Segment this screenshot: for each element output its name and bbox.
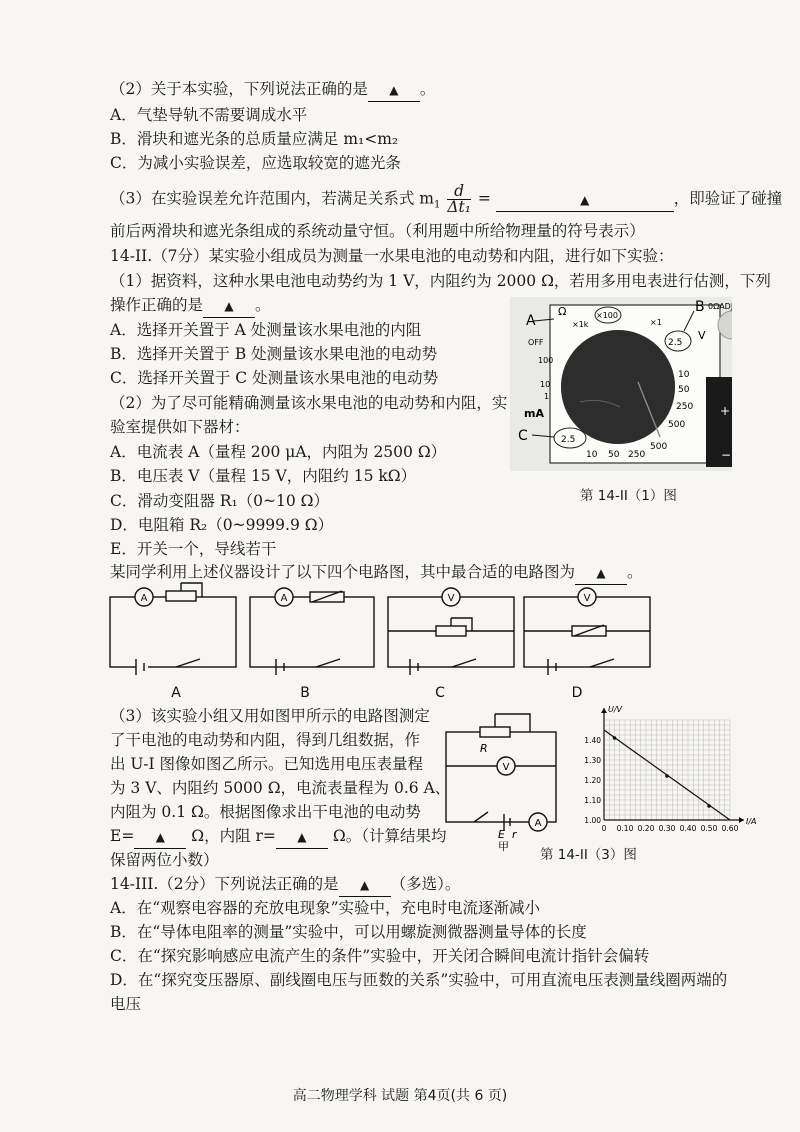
equipment-a: A．电流表 A（量程 200 μA，内阻为 2500 Ω） xyxy=(110,443,447,461)
circuit-label-b: B xyxy=(300,685,310,701)
svg-text:2.5: 2.5 xyxy=(561,435,576,445)
q14-3-option-d-cont: 电压 xyxy=(110,995,142,1013)
circuit-jia xyxy=(440,708,560,853)
q14-3-option-c: C．在“探究影响感应电流产生的条件”实验中，开关闭合瞬间电流计指针会偏转 xyxy=(110,947,650,965)
y-axis-arrow xyxy=(601,708,607,713)
x-tick-label: 0.50 xyxy=(700,824,718,833)
x-tick-label: 0.10 xyxy=(616,824,634,833)
svg-text:×1k: ×1k xyxy=(572,320,589,329)
svg-text:R: R xyxy=(480,742,488,755)
q13-p2-stem: （2）关于本实验，下列说法正确的是 ▲ 。 xyxy=(110,78,435,102)
q14-2-p3-line5: 内阻为 0.1 Ω。根据图像求出干电池的电动势 xyxy=(110,803,421,821)
svg-text:V: V xyxy=(698,329,706,342)
circuit-label-c: C xyxy=(435,685,445,701)
x-tick-label: 0.40 xyxy=(679,824,697,833)
ui-graph xyxy=(568,702,758,838)
svg-text:10: 10 xyxy=(678,370,690,380)
q14-3-option-d: D．在“探究变压器原、副线圈电压与匝数的关系”实验中，可用直流电压表测量线圈两端的 xyxy=(110,971,728,989)
svg-text:500: 500 xyxy=(650,442,668,452)
answer-blank[interactable]: ▲ xyxy=(496,188,674,212)
meter-label-a: A xyxy=(526,313,536,329)
svg-text:50: 50 xyxy=(678,385,690,395)
q14-2-p1-option-c: C．选择开关置于 C 处测量该水果电池的电动势 xyxy=(110,369,439,387)
meter-label-c: C xyxy=(518,428,528,444)
y-tick-label: 1.00 xyxy=(584,816,601,825)
y-tick-label: 1.30 xyxy=(584,756,601,765)
x-axis-arrow xyxy=(739,817,744,823)
q14-2-p3-line1: （3）该实验小组又用如图甲所示的电路图测定 xyxy=(110,707,430,725)
svg-text:250: 250 xyxy=(628,450,646,460)
meter-label-b: B xyxy=(695,299,705,315)
equipment-b: B．电压表 V（量程 15 V，内阻约 15 kΩ） xyxy=(110,467,417,485)
svg-text:50: 50 xyxy=(608,450,620,460)
q13-p3-stem: （3）在实验误差允许范围内，若满足关系式 $m_1$ $\frac{d}{\text{Δt₁}}$ = ▲ ，即验证了碰撞 xyxy=(110,182,783,216)
svg-text:1: 1 xyxy=(544,392,550,401)
multimeter-photo xyxy=(510,297,732,471)
circuit-label-a: A xyxy=(171,685,181,701)
svg-text:A: A xyxy=(280,593,288,604)
fig1-caption: 第 14-II（1）图 xyxy=(580,488,677,504)
svg-text:A: A xyxy=(140,593,148,604)
data-point xyxy=(665,774,669,778)
svg-text:−: − xyxy=(721,448,732,462)
svg-text:E: E xyxy=(498,828,505,841)
svg-text:0ΩADJ: 0ΩADJ xyxy=(708,302,734,311)
y-axis-label: U/V xyxy=(608,705,623,714)
svg-text:10: 10 xyxy=(586,450,598,460)
q14-2-p2-line2: 验室提供如下器材： xyxy=(110,418,250,436)
fig3-caption: 第 14-II（3）图 xyxy=(540,847,637,863)
equipment-c: C．滑动变阻器 R₁（0~10 Ω） xyxy=(110,492,330,510)
svg-text:甲: 甲 xyxy=(498,840,509,853)
svg-text:A: A xyxy=(534,818,542,829)
q13-p3-line2: 前后两滑块和遮光条组成的系统动量守恒。（利用题中所给物理量的符号表示） xyxy=(110,222,645,240)
svg-text:V: V xyxy=(502,762,510,773)
q14-2-p3-line4: 为 3 V、内阻约 5000 Ω，电流表量程为 0.6 A、 xyxy=(110,779,451,797)
q14-3-option-a: A．在“观察电容器的充放电现象”实验中，充电时电流逐渐减小 xyxy=(110,899,541,917)
data-point xyxy=(707,804,711,808)
page-footer: 高二物理学科 试题 第4页(共 6 页) xyxy=(292,1088,508,1104)
svg-text:500: 500 xyxy=(668,420,686,430)
svg-text:100: 100 xyxy=(538,356,554,365)
svg-text:×1: ×1 xyxy=(650,318,662,327)
answer-blank[interactable]: ▲ xyxy=(339,873,391,897)
svg-text:r: r xyxy=(512,828,517,841)
svg-text:10: 10 xyxy=(540,380,551,389)
q14-2-p1-line1: （1）据资料，这种水果电池电动势约为 1 V，内阻约为 2000 Ω，若用多用电表进行估测，下列 xyxy=(110,272,771,290)
svg-text:V: V xyxy=(583,593,591,604)
circuit-label-d: D xyxy=(571,685,583,701)
x-tick-label: 0 xyxy=(601,824,607,833)
y-tick-label: 1.10 xyxy=(584,796,601,805)
q14-2-p2-line1: （2）为了尽可能精确测量该水果电池的电动势和内阻，实 xyxy=(110,394,508,412)
answer-blank[interactable]: ▲ xyxy=(203,294,255,318)
q13-option-b: B．滑块和遮光条的总质量应满足 m₁<m₂ xyxy=(110,130,399,148)
q14-3-header: 14-III.（2分）下列说法正确的是 ▲ （多选）。 xyxy=(110,873,460,897)
x-axis-label: I/A xyxy=(746,817,757,826)
q14-3-option-b: B．在“导体电阻率的测量”实验中，可以用螺旋测微器测量导体的长度 xyxy=(110,923,587,941)
equipment-d: D．电阻箱 R₂（0~9999.9 Ω） xyxy=(110,516,334,534)
svg-text:Ω: Ω xyxy=(558,305,567,318)
circuit-diagrams xyxy=(100,585,660,700)
svg-text:×100: ×100 xyxy=(596,311,618,320)
q14-2-circuit-stem: 某同学利用上述仪器设计了以下四个电路图，其中最合适的电路图为 ▲ 。 xyxy=(110,561,643,585)
y-tick-label: 1.40 xyxy=(584,736,601,745)
equipment-e: E．开关一个，导线若干 xyxy=(110,540,277,558)
q14-2-p1-option-b: B．选择开关置于 B 处测量该水果电池的电动势 xyxy=(110,345,438,363)
svg-text:+: + xyxy=(720,404,731,418)
x-tick-label: 0.30 xyxy=(658,824,676,833)
svg-text:2.5: 2.5 xyxy=(668,338,683,348)
answer-blank[interactable]: ▲ xyxy=(575,561,627,585)
svg-text:OFF: OFF xyxy=(528,338,544,347)
emf-blank[interactable]: ▲ xyxy=(134,825,186,849)
fraction: $\frac{d}{\text{Δt₁}}$ xyxy=(447,182,471,216)
q13-option-c: C．为减小实验误差，应选取较宽的遮光条 xyxy=(110,154,401,172)
data-point xyxy=(613,736,617,740)
q14-2-p1-line2: 操作正确的是 ▲ 。 xyxy=(110,294,271,318)
q13-option-a: A．气垫导轨不需要调成水平 xyxy=(110,106,308,124)
q14-2-p3-line3: 出 U-I 图像如图乙所示。已知选用电压表量程 xyxy=(110,755,424,773)
q14-2-p1-option-a: A．选择开关置于 A 处测量该水果电池的内阻 xyxy=(110,321,422,339)
q14-2-header: 14-II.（7分）某实验小组成员为测量一水果电池的电动势和内阻，进行如下实验： xyxy=(110,247,674,265)
svg-text:250: 250 xyxy=(676,402,694,412)
q14-2-p3-line7: 保留两位小数） xyxy=(110,851,219,869)
x-tick-label: 0.20 xyxy=(637,824,655,833)
answer-blank[interactable]: ▲ xyxy=(368,78,420,102)
x-tick-label: 0.60 xyxy=(721,824,739,833)
q14-2-p3-line2: 了干电池的电动势和内阻，得到几组数据，作 xyxy=(110,731,421,749)
svg-text:mA: mA xyxy=(524,407,544,420)
y-tick-label: 1.20 xyxy=(584,776,601,785)
q14-2-p3-line6: E= ▲ Ω，内阻 r= ▲ Ω。（计算结果均 xyxy=(110,825,446,849)
resistance-blank[interactable]: ▲ xyxy=(276,825,328,849)
svg-text:V: V xyxy=(447,593,455,604)
